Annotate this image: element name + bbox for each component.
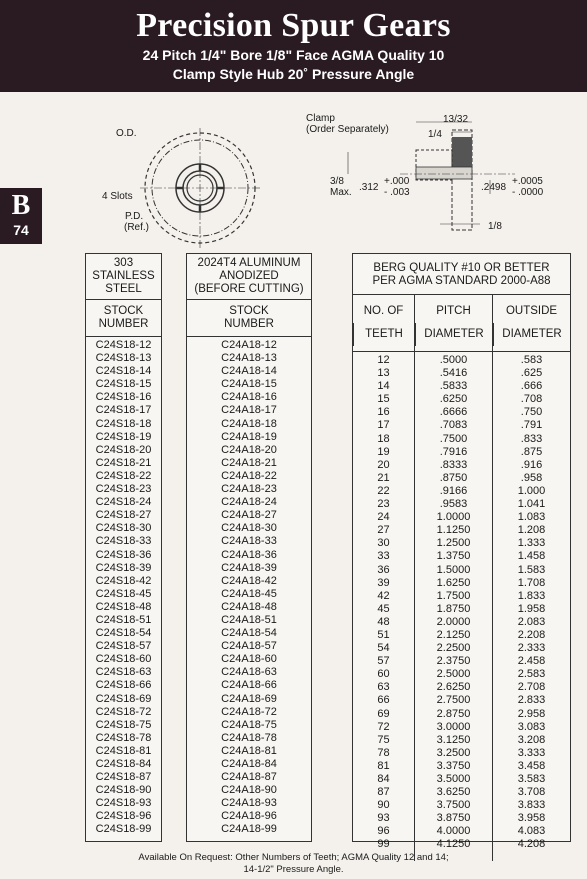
steel-stock-number: C24S18-16 (95, 391, 152, 404)
teeth-count: 72 (377, 720, 390, 733)
teeth-count: 23 (377, 498, 390, 511)
pitch-diameter: 1.7500 (436, 589, 471, 602)
outside-diameter: .750 (520, 406, 543, 419)
steel-header-l2: STAINLESS (92, 270, 155, 282)
pitch-diameter: .9583 (439, 498, 468, 511)
spec-line-1: 24 Pitch 1/4" Bore 1/8" Face AGMA Quality 10 (142, 47, 445, 63)
pitch-diameter: .7500 (439, 432, 468, 445)
outside-diameter: 1.583 (517, 563, 546, 576)
pitch-diameter: 3.0000 (436, 720, 471, 733)
gear-front-view-drawing (140, 128, 260, 248)
teeth-count: 69 (377, 707, 390, 720)
pitch-diameter: 3.3750 (436, 759, 471, 772)
steel-table (85, 253, 162, 842)
aluminum-header-l1: 2024T4 ALUMINUM (197, 257, 301, 269)
aluminum-stock-number: C24A18-81 (221, 744, 277, 757)
pitch-diameter: 3.8750 (436, 812, 471, 825)
teeth-col-header (353, 295, 414, 351)
pitch-diameter: 3.7500 (436, 799, 471, 812)
steel-col-header (86, 300, 161, 337)
pitch-diameter: .6666 (439, 406, 468, 419)
outside-diameter: 3.458 (517, 759, 546, 772)
pitch-diameter: 3.5000 (436, 773, 471, 785)
teeth-count: 42 (377, 589, 390, 602)
footnote (0, 852, 587, 876)
teeth-count: 54 (377, 642, 390, 655)
spec-header (353, 254, 570, 295)
page-title: Precision Spur Gears (136, 7, 451, 44)
page-header (0, 0, 587, 92)
pitch-diameter: .5416 (439, 367, 468, 380)
pd-col-l1: PITCH (436, 305, 471, 317)
pitch-diameter: 2.0000 (436, 615, 471, 628)
steel-stock-number: C24S18-19 (95, 430, 152, 443)
teeth-count: 57 (377, 655, 390, 668)
teeth-count: 17 (377, 419, 390, 432)
pd-ref-label: (Ref.) (124, 222, 149, 233)
teeth-count: 21 (377, 471, 390, 484)
pitch-diameter: .8333 (439, 458, 468, 471)
steel-stock-number: C24S18-99 (95, 823, 152, 836)
aluminum-stock-number: C24A18-20 (221, 443, 277, 456)
aluminum-stock-number: C24A18-12 (221, 339, 277, 351)
aluminum-stock-number: C24A18-51 (221, 613, 277, 626)
aluminum-stock-number: C24A18-63 (221, 666, 277, 679)
aluminum-stock-number: C24A18-13 (221, 352, 277, 365)
steel-stock-number: C24S18-48 (95, 600, 152, 613)
pitch-diameter-column (414, 352, 492, 861)
teeth-count: 20 (377, 458, 390, 471)
dim-13-32: 13/32 (443, 114, 469, 125)
aluminum-col-header (187, 300, 311, 337)
steel-col-l1: STOCK (103, 305, 144, 317)
aluminum-stock-number: C24A18-15 (221, 378, 277, 391)
dim-3-8: 3/8 (330, 176, 344, 187)
steel-stock-number: C24S18-54 (95, 627, 152, 640)
steel-stock-number: C24S18-69 (95, 692, 152, 705)
outside-diameter: 2.708 (517, 681, 546, 694)
od-col-header (492, 295, 570, 351)
od-col-l2: DIAMETER (493, 323, 570, 346)
footnote-line-1: Available On Request: Other Numbers of Teeth; AGMA Quality 12 and 14; (138, 852, 449, 863)
steel-stock-number: C24S18-18 (95, 417, 152, 430)
teeth-count: 19 (377, 445, 390, 458)
page-number: 74 (13, 222, 29, 238)
steel-stock-number: C24S18-90 (95, 784, 152, 797)
teeth-count: 13 (377, 367, 390, 380)
pitch-diameter: 2.8750 (436, 707, 471, 720)
teeth-count: 45 (377, 602, 390, 615)
outside-diameter: 1.041 (517, 498, 546, 511)
aluminum-stock-number: C24A18-54 (221, 627, 277, 640)
aluminum-stock-number: C24A18-27 (221, 509, 277, 522)
teeth-count: 36 (377, 563, 390, 576)
outside-diameter: 1.958 (517, 602, 546, 615)
teeth-count: 81 (377, 759, 390, 772)
teeth-col-l1: NO. OF (363, 305, 404, 317)
outside-diameter: 1.458 (517, 550, 546, 563)
spec-body (353, 352, 570, 861)
steel-stock-number: C24S18-36 (95, 548, 152, 561)
outside-diameter: 1.083 (517, 511, 546, 524)
aluminum-stock-number: C24A18-72 (221, 705, 277, 718)
tol-minus-003: - .003 (384, 187, 410, 198)
outside-diameter: .708 (520, 393, 543, 406)
outside-diameter: .583 (520, 354, 543, 366)
dim-1-8: 1/8 (488, 221, 502, 232)
aluminum-stock-number: C24A18-96 (221, 810, 277, 823)
pitch-diameter: 2.1250 (436, 628, 471, 641)
outside-diameter: 1.833 (517, 589, 546, 602)
outside-diameter: 2.458 (517, 655, 546, 668)
pitch-diameter: 1.8750 (436, 602, 471, 615)
spec-col-headers (353, 295, 570, 352)
steel-stock-number: C24S18-96 (95, 810, 152, 823)
steel-stock-number: C24S18-21 (95, 456, 152, 469)
steel-stock-number: C24S18-27 (95, 509, 152, 522)
pitch-diameter: .5000 (439, 354, 468, 366)
steel-stock-number: C24S18-75 (95, 718, 152, 731)
aluminum-stock-number: C24A18-18 (221, 417, 277, 430)
gear-front-view (140, 128, 260, 248)
dim-312: .312 (359, 182, 379, 193)
aluminum-stock-number: C24A18-22 (221, 469, 277, 482)
outside-diameter: 2.208 (517, 628, 546, 641)
steel-stock-number: C24S18-30 (95, 522, 152, 535)
steel-stock-number: C24S18-84 (95, 758, 152, 770)
teeth-count: 90 (377, 799, 390, 812)
clamp-note-label: (Order Separately) (306, 124, 389, 135)
outside-diameter: 3.333 (517, 746, 546, 759)
outside-diameter: 1.708 (517, 576, 546, 589)
aluminum-stock-number: C24A18-57 (221, 640, 277, 653)
steel-stock-number: C24S18-20 (95, 443, 152, 456)
steel-stock-number: C24S18-42 (95, 574, 152, 587)
teeth-count: 78 (377, 746, 390, 759)
aluminum-stock-number: C24A18-87 (221, 771, 277, 784)
steel-stock-number: C24S18-93 (95, 797, 152, 810)
pd-col-header (414, 295, 492, 351)
teeth-count: 96 (377, 825, 390, 838)
pitch-diameter: 1.0000 (436, 511, 471, 524)
outside-diameter: 3.583 (517, 773, 546, 785)
steel-col-l2: NUMBER (98, 318, 149, 330)
outside-diameter: 3.708 (517, 786, 546, 799)
footnote-line-2: 14-1/2" Pressure Angle. (243, 864, 344, 875)
teeth-count: 87 (377, 786, 390, 799)
outside-diameter: 2.833 (517, 694, 546, 707)
teeth-count: 18 (377, 432, 390, 445)
dim-2498: .2498 (481, 182, 507, 193)
aluminum-rows (187, 337, 311, 837)
spec-header-l2: PER AGMA STANDARD 2000-A88 (372, 275, 551, 287)
pitch-diameter: 2.7500 (436, 694, 471, 707)
steel-stock-number: C24S18-51 (95, 613, 152, 626)
pitch-diameter: 1.1250 (436, 524, 471, 537)
pitch-diameter: 2.3750 (436, 655, 471, 668)
outside-diameter: 2.333 (517, 642, 546, 655)
spec-table (352, 253, 571, 851)
aluminum-stock-number: C24A18-78 (221, 731, 277, 744)
aluminum-col-l2: NUMBER (224, 318, 274, 330)
aluminum-stock-number: C24A18-75 (221, 718, 277, 731)
steel-stock-number: C24S18-17 (95, 404, 152, 417)
outside-diameter: .916 (520, 458, 543, 471)
teeth-count: 22 (377, 484, 390, 497)
teeth-count: 60 (377, 668, 390, 681)
pitch-diameter: 1.2500 (436, 537, 471, 550)
teeth-count: 75 (377, 733, 390, 746)
aluminum-stock-number: C24A18-48 (221, 600, 277, 613)
teeth-count: 30 (377, 537, 390, 550)
pd-col-l2: DIAMETER (415, 323, 492, 346)
outside-diameter: 3.208 (517, 733, 546, 746)
dim-1-4: 1/4 (428, 129, 442, 140)
steel-stock-number: C24S18-57 (95, 640, 152, 653)
aluminum-stock-number: C24A18-99 (221, 823, 277, 836)
steel-header-l1: 303 (113, 257, 134, 269)
outside-diameter: 1.208 (517, 524, 546, 537)
outside-diameter-column (492, 352, 570, 861)
aluminum-stock-number: C24A18-45 (221, 587, 277, 600)
pitch-diameter: .9166 (439, 484, 468, 497)
teeth-count: 12 (377, 354, 390, 366)
outside-diameter: 4.083 (517, 825, 546, 838)
section-letter: B (11, 190, 31, 221)
steel-stock-number: C24S18-39 (95, 561, 152, 574)
aluminum-stock-number: C24A18-69 (221, 692, 277, 705)
teeth-col-l2: TEETH (353, 323, 414, 346)
steel-rows (86, 337, 161, 837)
pitch-diameter: 3.1250 (436, 733, 471, 746)
teeth-count: 93 (377, 812, 390, 825)
outside-diameter: .875 (520, 445, 543, 458)
steel-stock-number: C24S18-81 (95, 744, 152, 757)
aluminum-stock-number: C24A18-84 (221, 758, 277, 770)
od-label: O.D. (116, 128, 137, 139)
outside-diameter: .625 (520, 367, 543, 380)
aluminum-stock-number: C24A18-93 (221, 797, 277, 810)
pitch-diameter: 2.5000 (436, 668, 471, 681)
teeth-count: 63 (377, 681, 390, 694)
pitch-diameter: 3.2500 (436, 746, 471, 759)
outside-diameter: 1.333 (517, 537, 546, 550)
pd-label: P.D. (125, 211, 144, 222)
teeth-count: 33 (377, 550, 390, 563)
aluminum-stock-number: C24A18-39 (221, 561, 277, 574)
aluminum-stock-number: C24A18-14 (221, 365, 277, 378)
steel-stock-number: C24S18-45 (95, 587, 152, 600)
aluminum-header-l3: (BEFORE CUTTING) (194, 283, 304, 295)
clamp-label: Clamp (306, 113, 335, 124)
spec-line-2: Clamp Style Hub 20˚ Pressure Angle (172, 66, 415, 82)
teeth-count: 15 (377, 393, 390, 406)
aluminum-stock-number: C24A18-19 (221, 430, 277, 443)
aluminum-stock-number: C24A18-30 (221, 522, 277, 535)
steel-stock-number: C24S18-87 (95, 771, 152, 784)
teeth-count: 14 (377, 380, 390, 393)
aluminum-stock-number: C24A18-66 (221, 679, 277, 692)
steel-stock-number: C24S18-63 (95, 666, 152, 679)
outside-diameter: 4.208 (517, 838, 546, 851)
pitch-diameter: .8750 (439, 471, 468, 484)
steel-stock-number: C24S18-60 (95, 653, 152, 666)
aluminum-table (186, 253, 312, 842)
steel-header (86, 254, 161, 300)
outside-diameter: 1.000 (517, 484, 546, 497)
aluminum-stock-number: C24A18-60 (221, 653, 277, 666)
steel-stock-number: C24S18-13 (95, 352, 152, 365)
pitch-diameter: 2.2500 (436, 642, 471, 655)
pitch-diameter: .7083 (439, 419, 468, 432)
spec-header-l1: BERG QUALITY #10 OR BETTER (373, 262, 550, 274)
steel-stock-number: C24S18-24 (95, 496, 152, 509)
pitch-diameter: .5833 (439, 380, 468, 393)
steel-stock-number: C24S18-33 (95, 535, 152, 548)
pitch-diameter: .6250 (439, 393, 468, 406)
aluminum-stock-number: C24A18-90 (221, 784, 277, 797)
aluminum-stock-number: C24A18-16 (221, 391, 277, 404)
steel-stock-number: C24S18-15 (95, 378, 152, 391)
slots-label: 4 Slots (102, 191, 133, 202)
tol-plus-0005: +.0005 (512, 176, 543, 187)
outside-diameter: .666 (520, 380, 543, 393)
steel-stock-number: C24S18-12 (95, 339, 152, 351)
aluminum-stock-number: C24A18-42 (221, 574, 277, 587)
pitch-diameter: .7916 (439, 445, 468, 458)
teeth-count: 16 (377, 406, 390, 419)
teeth-count: 84 (377, 773, 390, 785)
outside-diameter: .791 (520, 419, 543, 432)
dim-max: Max. (330, 187, 352, 198)
steel-header-l3: STEEL (105, 283, 142, 295)
outside-diameter: 3.083 (517, 720, 546, 733)
od-col-l1: OUTSIDE (505, 305, 558, 317)
pitch-diameter: 1.5000 (436, 563, 471, 576)
teeth-count: 51 (377, 628, 390, 641)
outside-diameter: .958 (520, 471, 543, 484)
outside-diameter: 3.833 (517, 799, 546, 812)
pitch-diameter: 4.1250 (436, 838, 471, 851)
section-tab (0, 188, 42, 244)
pitch-diameter: 3.6250 (436, 786, 471, 799)
teeth-count: 99 (377, 838, 390, 851)
outside-diameter: 2.583 (517, 668, 546, 681)
aluminum-header (187, 254, 311, 300)
outside-diameter: 2.083 (517, 615, 546, 628)
tol-plus-000: +.000 (384, 176, 410, 187)
aluminum-stock-number: C24A18-21 (221, 456, 277, 469)
steel-stock-number: C24S18-23 (95, 483, 152, 496)
tol-minus-0000: - .0000 (512, 187, 544, 198)
pitch-diameter: 1.3750 (436, 550, 471, 563)
steel-stock-number: C24S18-78 (95, 731, 152, 744)
teeth-count: 24 (377, 511, 390, 524)
outside-diameter: 2.958 (517, 707, 546, 720)
aluminum-stock-number: C24A18-23 (221, 483, 277, 496)
teeth-count: 39 (377, 576, 390, 589)
aluminum-stock-number: C24A18-33 (221, 535, 277, 548)
teeth-count: 48 (377, 615, 390, 628)
steel-stock-number: C24S18-72 (95, 705, 152, 718)
steel-stock-number: C24S18-22 (95, 469, 152, 482)
pitch-diameter: 4.0000 (436, 825, 471, 838)
teeth-column (353, 352, 414, 861)
outside-diameter: 3.958 (517, 812, 546, 825)
steel-stock-number: C24S18-14 (95, 365, 152, 378)
teeth-count: 66 (377, 694, 390, 707)
aluminum-header-l2: ANODIZED (219, 270, 279, 282)
aluminum-stock-number: C24A18-24 (221, 496, 277, 509)
aluminum-stock-number: C24A18-17 (221, 404, 277, 417)
aluminum-stock-number: C24A18-36 (221, 548, 277, 561)
steel-stock-number: C24S18-66 (95, 679, 152, 692)
pitch-diameter: 2.6250 (436, 681, 471, 694)
outside-diameter: .833 (520, 432, 543, 445)
teeth-count: 27 (377, 524, 390, 537)
aluminum-col-l1: STOCK (229, 305, 269, 317)
pitch-diameter: 1.6250 (436, 576, 471, 589)
